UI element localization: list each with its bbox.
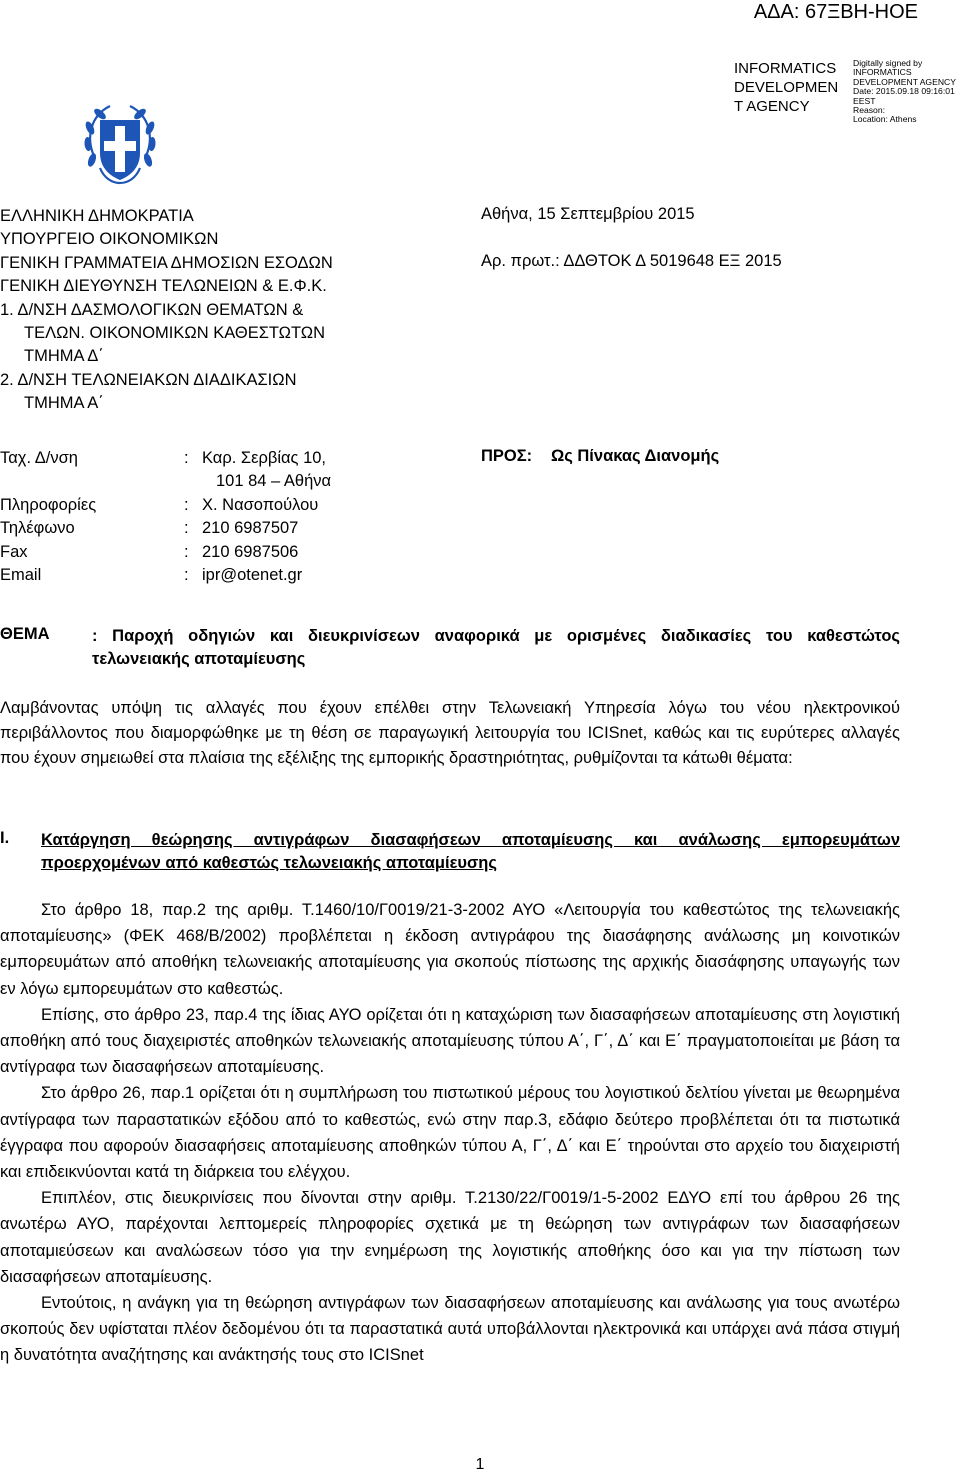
body-paragraph: Στο άρθρο 26, παρ.1 ορίζεται ότι η συμπλήρωση του πιστωτικού μέρους του λογιστικού δελτίου γίνεται με θεωρημένα αντίγραφα των παραστατικών εξόδου από το καθεστώς, ενώ στην παρ.3, εδάφιο δεύτερο προβλέπεται ότι τα πιστωτικά έγγραφα που αφορούν διασαφήσεις αποταμίευσης αποθηκών τύπου Α, Γ΄, Δ΄ και Ε΄ τηρούνται στο αρχείο του διαχειριστή και επιδεικνύονται κατά τη διάρκεια του ελέγχου. xyxy=(0,1084,900,1182)
contact-label: Ταχ. Δ/νση xyxy=(0,449,78,467)
section-title: Κατάργηση θεώρησης αντιγράφων διασαφήσεων αποταμίευσης και ανάλωσης εμπορευμάτων προερχομένων από καθεστώς τελωνειακής αποταμίευσης xyxy=(41,831,900,872)
signature-detail-line: Reason: xyxy=(853,105,886,116)
protocol-number: Αρ. πρωτ.: ΔΔΘΤΟΚ Δ 5019648 ΕΞ 2015 xyxy=(481,252,782,270)
date-line: Αθήνα, 15 Σεπτεμβρίου 2015 xyxy=(481,205,695,223)
contact-email[interactable]: ipr@otenet.gr xyxy=(202,565,303,584)
section-number: I. xyxy=(0,829,10,847)
body-paragraph: Επίσης, στο άρθρο 23, παρ.4 της ίδιας ΑΥΟ ορίζεται ότι η καταχώριση των διασαφήσεων αποταμίευσης στη λογιστική αποθήκη από τους διαχειριστές αποθηκών τελωνειακής αποταμίευσης τύπου Α΄, Γ΄, Δ΄ και Ε΄ πραγματοποιείται με βάση τα αντίγραφα των διασαφήσεων αποταμίευσης. xyxy=(0,1005,900,1077)
header-line: ΓΕΝΙΚΗ ΔΙΕΥΘΥΝΣΗ ΤΕΛΩΝΕΙΩΝ & Ε.Φ.Κ. xyxy=(0,277,327,296)
body-paragraphs xyxy=(0,897,900,1369)
ada-code: ΑΔΑ: 67ΞΒΗ-ΗΟΕ xyxy=(753,1,918,23)
signature-name-line: DEVELOPMEN xyxy=(734,79,839,96)
contact-label: Fax xyxy=(0,542,28,561)
signature-details xyxy=(853,59,958,125)
contact-label: Τηλέφωνο xyxy=(0,519,75,538)
signature-detail-line: Date: 2015.09.18 09:16:01 xyxy=(853,86,955,97)
signature-detail-line: INFORMATICS xyxy=(853,67,912,78)
header-line: ΤΜΗΜΑ Α΄ xyxy=(24,394,104,413)
header-line: ΤΜΗΜΑ Δ΄ xyxy=(24,347,104,366)
signature-detail-line: Location: Athens xyxy=(853,114,917,125)
contact-value: Χ. Νασοπούλου xyxy=(202,495,319,514)
signature-detail-line: Digitally signed by xyxy=(853,58,923,68)
signature-name xyxy=(734,59,850,116)
contact-label: Email xyxy=(0,565,42,584)
issuer-header xyxy=(0,205,333,416)
subject-label: ΘΕΜΑ xyxy=(0,625,50,643)
header-line: ΕΛΛΗΝΙΚΗ ΔΗΜΟΚΡΑΤΙΑ xyxy=(0,207,194,225)
page-number: 1 xyxy=(475,1456,485,1473)
contact-value: 210 6987506 xyxy=(202,542,299,561)
header-line: ΓΕΝΙΚΗ ΓΡΑΜΜΑΤΕΙΑ ΔΗΜΟΣΙΩΝ ΕΣΟΔΩΝ xyxy=(0,253,333,272)
signature-detail-line: DEVELOPMENT AGENCY xyxy=(853,76,956,87)
header-line: 2. Δ/ΝΣΗ ΤΕΛΩΝΕΙΑΚΩΝ ΔΙΑΔΙΚΑΣΙΩΝ xyxy=(0,370,297,389)
recipient-value: Ως Πίνακας Διανομής xyxy=(551,447,720,465)
header-line: 1. Δ/ΝΣΗ ΔΑΣΜΟΛΟΓΙΚΩΝ ΘΕΜΑΤΩΝ & xyxy=(0,300,304,319)
contact-value: Καρ. Σερβίας 10, xyxy=(202,449,327,467)
recipient-label: ΠΡΟΣ: xyxy=(481,447,533,465)
subject-text: : Παροχή οδηγιών και διευκρινίσεων αναφορικά με ορισμένες διαδικασίες του καθεστώτος τελωνειακής αποταμίευσης xyxy=(92,627,900,668)
signature-name-line: INFORMATICS xyxy=(734,60,837,77)
body-paragraph: Επιπλέον, στις διευκρινίσεις που δίνονται στην αριθμ. Τ.2130/22/Γ0019/1-5-2002 ΕΔΥΟ επί του άρθρου 26 της ανωτέρω ΑΥΟ, παρέχονται λεπτομερείς πληροφορίες σχετικά με τη θεώρηση των αντιγράφων των διασαφήσεων αποταμιεύσεων και αναλώσεων τόσο για την ενημέρωση της λογιστικής αποθήκης όσο και για την πίστωση των διασαφήσεων αποταμίευσης. xyxy=(0,1189,900,1286)
body-paragraph: Εντούτοις, η ανάγκη για τη θεώρηση αντιγράφων των διασαφήσεων αποταμίευσης και ανάλωσης για τους ανωτέρω σκοπούς δεν υφίσταται πλέον δεδομένου ότι τα παραστατικά αυτά υποβάλλονται ηλεκτρονικά και υπάρχει ανά πάσα στιγμή η δυνατότητα αναζήτησης και ανάκτησής τους στο ICISnet xyxy=(0,1294,900,1365)
contact-value: 101 84 – Αθήνα xyxy=(216,472,332,491)
body-paragraph: Στο άρθρο 18, παρ.2 της αριθμ. Τ.1460/10/Γ0019/21-3-2002 ΑΥΟ «Λειτουργία του καθεστώτος της τελωνειακής αποταμίευσης» (ΦΕΚ 468/Β/2002) προβλέπεται η έκδοση αντιγράφου της διασάφησης ανάλωσης μη κοινοτικών εμπορευμάτων από αποθήκη τελωνειακής αποταμίευσης για σκοπούς πίστωσης της αρχικής διασάφησης υπαγωγής των εν λόγω εμπορευμάτων στο καθεστώς. xyxy=(0,901,900,998)
greek-emblem-icon xyxy=(80,98,160,198)
signature-detail-line: EEST xyxy=(853,95,876,106)
signature-name-line: T AGENCY xyxy=(734,98,810,115)
intro-paragraph: Λαμβάνοντας υπόψη τις αλλαγές που έχουν επέλθει στην Τελωνειακή Υπηρεσία λόγω του νέου ηλεκτρονικού περιβάλλοντος που διαμορφώθηκε με τη θέση σε παραγωγική λειτουργία του ICISnet, καθώς και τις ευρύτερες αλλαγές που έχουν σημειωθεί στα πλαίσια της εξέλιξης της εμπορικής δραστηριότητας, ρυθμίζονται τα κάτωθι θέματα: xyxy=(0,699,900,767)
contact-value: 210 6987507 xyxy=(202,519,299,538)
contact-label: Πληροφορίες xyxy=(0,495,97,514)
header-line: ΥΠΟΥΡΓΕΙΟ ΟΙΚΟΝΟΜΙΚΩΝ xyxy=(0,230,219,249)
header-line: ΤΕΛΩΝ. ΟΙΚΟΝΟΜΙΚΩΝ ΚΑΘΕΣΤΩΤΩΝ xyxy=(24,324,326,343)
